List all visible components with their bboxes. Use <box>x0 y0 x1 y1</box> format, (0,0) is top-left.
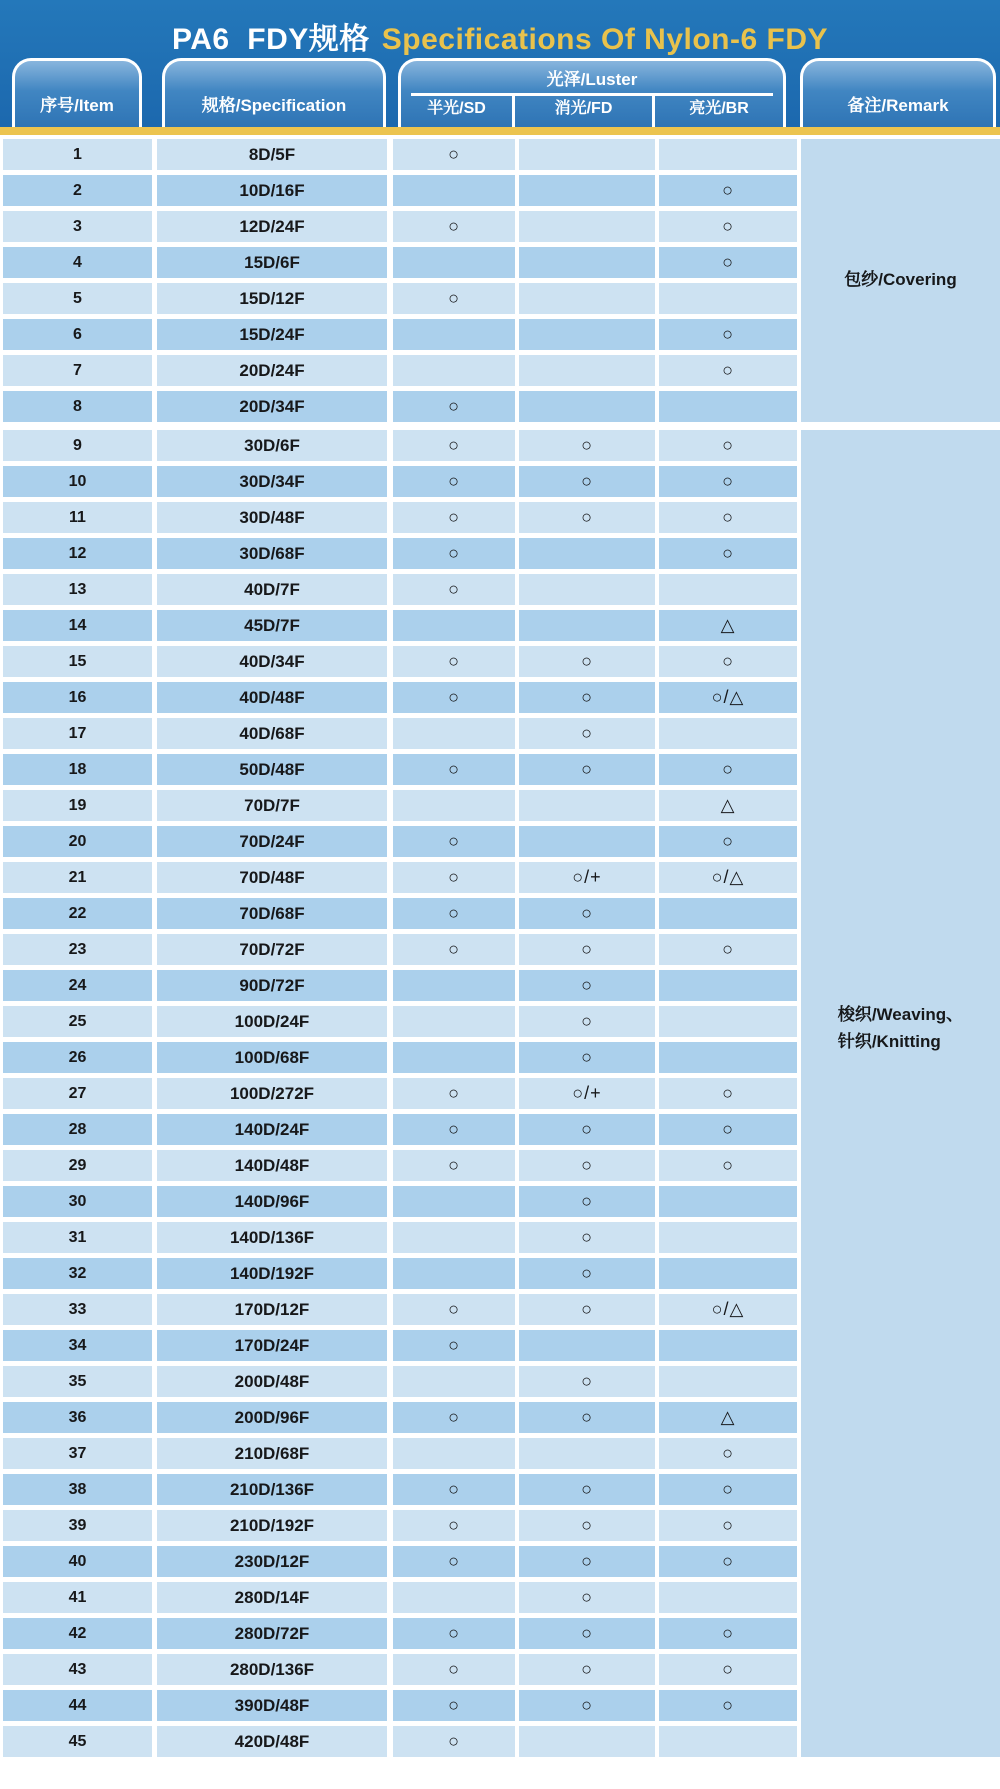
spec-cell: 15D/12F <box>157 283 387 314</box>
fd-cell: ○ <box>519 1474 655 1505</box>
br-cell: ○ <box>659 754 797 785</box>
item-cell: 44 <box>3 1690 152 1721</box>
fd-cell <box>519 538 655 569</box>
sd-cell: ○ <box>393 391 515 422</box>
sd-cell: ○ <box>393 1510 515 1541</box>
fd-cell <box>519 826 655 857</box>
spec-cell: 40D/34F <box>157 646 387 677</box>
br-cell: ○ <box>659 175 797 206</box>
sd-cell <box>393 355 515 386</box>
br-cell: ○ <box>659 1438 797 1469</box>
sd-cell: ○ <box>393 1474 515 1505</box>
sd-cell: ○ <box>393 283 515 314</box>
remark-covering <box>801 139 1000 422</box>
sd-cell <box>393 1366 515 1397</box>
item-cell: 18 <box>3 754 152 785</box>
br-cell: ○ <box>659 1114 797 1145</box>
fd-cell: ○/+ <box>519 862 655 893</box>
item-cell: 45 <box>3 1726 152 1757</box>
sd-cell <box>393 1006 515 1037</box>
fd-cell <box>519 391 655 422</box>
item-cell: 14 <box>3 610 152 641</box>
item-cell: 39 <box>3 1510 152 1541</box>
br-cell <box>659 1186 797 1217</box>
br-cell: △ <box>659 790 797 821</box>
item-cell: 38 <box>3 1474 152 1505</box>
item-cell: 34 <box>3 1330 152 1361</box>
spec-cell: 140D/48F <box>157 1150 387 1181</box>
sd-cell: ○ <box>393 574 515 605</box>
spec-cell: 100D/272F <box>157 1078 387 1109</box>
item-cell: 3 <box>3 211 152 242</box>
fd-cell: ○ <box>519 466 655 497</box>
fd-cell <box>519 247 655 278</box>
fd-cell <box>519 1438 655 1469</box>
br-cell: ○ <box>659 355 797 386</box>
column-header-luster-group <box>398 58 786 127</box>
fd-cell: ○ <box>519 1006 655 1037</box>
item-cell: 30 <box>3 1186 152 1217</box>
br-cell: ○ <box>659 211 797 242</box>
br-cell: ○/△ <box>659 862 797 893</box>
br-cell <box>659 1330 797 1361</box>
item-cell: 36 <box>3 1402 152 1433</box>
item-cell: 17 <box>3 718 152 749</box>
item-cell: 5 <box>3 283 152 314</box>
spec-cell: 170D/24F <box>157 1330 387 1361</box>
item-cell: 40 <box>3 1546 152 1577</box>
item-cell: 12 <box>3 538 152 569</box>
gold-accent-bar <box>0 127 1000 135</box>
item-cell: 41 <box>3 1582 152 1613</box>
spec-cell: 70D/72F <box>157 934 387 965</box>
spec-cell: 45D/7F <box>157 610 387 641</box>
column-header-fd: 消光/FD <box>512 96 652 127</box>
table-group-weaving-knitting <box>0 430 1000 1757</box>
fd-cell: ○ <box>519 646 655 677</box>
column-header-luster-label: 光泽/Luster <box>546 70 638 89</box>
br-cell <box>659 1006 797 1037</box>
spec-cell: 200D/96F <box>157 1402 387 1433</box>
sd-cell: ○ <box>393 1402 515 1433</box>
spec-cell: 230D/12F <box>157 1546 387 1577</box>
sd-cell: ○ <box>393 466 515 497</box>
spec-cell: 140D/24F <box>157 1114 387 1145</box>
spec-cell: 210D/192F <box>157 1510 387 1541</box>
column-header-remark-label: 备注/Remark <box>847 96 949 115</box>
fd-cell: ○ <box>519 1042 655 1073</box>
br-cell <box>659 391 797 422</box>
sd-cell: ○ <box>393 682 515 713</box>
spec-cell: 20D/24F <box>157 355 387 386</box>
br-cell: ○ <box>659 934 797 965</box>
spec-cell: 100D/68F <box>157 1042 387 1073</box>
br-cell: ○ <box>659 646 797 677</box>
table-group-covering <box>0 139 1000 422</box>
br-cell <box>659 139 797 170</box>
br-cell: ○ <box>659 1150 797 1181</box>
sd-cell: ○ <box>393 139 515 170</box>
fd-cell: ○ <box>519 1150 655 1181</box>
item-cell: 21 <box>3 862 152 893</box>
fd-cell <box>519 1726 655 1757</box>
spec-cell: 30D/48F <box>157 502 387 533</box>
item-cell: 43 <box>3 1654 152 1685</box>
spec-cell: 280D/14F <box>157 1582 387 1613</box>
remark-covering-text: 包纱/Covering <box>844 270 957 290</box>
sd-cell <box>393 970 515 1001</box>
page-title-en: Specifications Of Nylon-6 FDY <box>381 23 829 56</box>
br-cell: ○ <box>659 1510 797 1541</box>
spec-cell: 90D/72F <box>157 970 387 1001</box>
fd-cell: ○ <box>519 1294 655 1325</box>
remark-knitting-line: 针织/Knitting <box>837 1031 941 1051</box>
fd-cell: ○ <box>519 1546 655 1577</box>
sd-cell <box>393 1186 515 1217</box>
fd-cell <box>519 1330 655 1361</box>
fd-cell <box>519 139 655 170</box>
spec-cell: 70D/68F <box>157 898 387 929</box>
spec-cell: 280D/72F <box>157 1618 387 1649</box>
spec-cell: 140D/192F <box>157 1258 387 1289</box>
item-cell: 11 <box>3 502 152 533</box>
br-cell: ○ <box>659 1690 797 1721</box>
item-cell: 8 <box>3 391 152 422</box>
sd-cell <box>393 175 515 206</box>
item-cell: 37 <box>3 1438 152 1469</box>
sd-cell: ○ <box>393 862 515 893</box>
fd-cell <box>519 790 655 821</box>
sd-cell: ○ <box>393 538 515 569</box>
item-cell: 24 <box>3 970 152 1001</box>
item-cell: 15 <box>3 646 152 677</box>
br-cell: ○ <box>659 538 797 569</box>
spec-cell: 70D/24F <box>157 826 387 857</box>
item-cell: 20 <box>3 826 152 857</box>
fd-cell: ○ <box>519 970 655 1001</box>
sd-cell <box>393 1258 515 1289</box>
fd-cell <box>519 574 655 605</box>
item-cell: 35 <box>3 1366 152 1397</box>
item-cell: 42 <box>3 1618 152 1649</box>
sd-cell: ○ <box>393 1690 515 1721</box>
spec-cell: 390D/48F <box>157 1690 387 1721</box>
spec-cell: 30D/68F <box>157 538 387 569</box>
item-cell: 29 <box>3 1150 152 1181</box>
fd-cell: ○ <box>519 718 655 749</box>
spec-cell: 12D/24F <box>157 211 387 242</box>
fd-cell <box>519 355 655 386</box>
br-cell: △ <box>659 1402 797 1433</box>
sd-cell <box>393 718 515 749</box>
br-cell: ○ <box>659 1618 797 1649</box>
sd-cell: ○ <box>393 1546 515 1577</box>
item-cell: 32 <box>3 1258 152 1289</box>
spec-cell: 280D/136F <box>157 1654 387 1685</box>
fd-cell: ○ <box>519 430 655 461</box>
spec-cell: 15D/6F <box>157 247 387 278</box>
sd-cell <box>393 319 515 350</box>
sd-cell: ○ <box>393 211 515 242</box>
column-header-sd: 半光/SD <box>427 100 486 117</box>
sd-cell: ○ <box>393 502 515 533</box>
sd-cell: ○ <box>393 898 515 929</box>
fd-cell: ○ <box>519 1618 655 1649</box>
sd-cell: ○ <box>393 430 515 461</box>
item-cell: 27 <box>3 1078 152 1109</box>
sd-cell: ○ <box>393 1654 515 1685</box>
sd-cell: ○ <box>393 1150 515 1181</box>
br-cell <box>659 970 797 1001</box>
fd-cell: ○ <box>519 1222 655 1253</box>
sd-cell: ○ <box>393 1330 515 1361</box>
fd-cell <box>519 319 655 350</box>
sd-cell: ○ <box>393 1114 515 1145</box>
spec-cell: 200D/48F <box>157 1366 387 1397</box>
item-cell: 23 <box>3 934 152 965</box>
sd-cell <box>393 790 515 821</box>
br-cell <box>659 1258 797 1289</box>
sd-cell <box>393 1042 515 1073</box>
item-cell: 31 <box>3 1222 152 1253</box>
item-cell: 28 <box>3 1114 152 1145</box>
sd-cell: ○ <box>393 934 515 965</box>
item-cell: 16 <box>3 682 152 713</box>
item-cell: 2 <box>3 175 152 206</box>
remark-weaving-line: 梭织/Weaving、 <box>837 1005 964 1025</box>
spec-cell: 210D/136F <box>157 1474 387 1505</box>
br-cell <box>659 1042 797 1073</box>
br-cell: ○ <box>659 502 797 533</box>
sd-cell <box>393 1222 515 1253</box>
br-cell <box>659 1726 797 1757</box>
spec-cell: 20D/34F <box>157 391 387 422</box>
br-cell: ○ <box>659 319 797 350</box>
fd-cell: ○ <box>519 1690 655 1721</box>
br-cell <box>659 898 797 929</box>
fd-cell <box>519 211 655 242</box>
item-cell: 26 <box>3 1042 152 1073</box>
br-cell: △ <box>659 610 797 641</box>
br-cell: ○/△ <box>659 1294 797 1325</box>
fd-cell <box>519 283 655 314</box>
item-cell: 19 <box>3 790 152 821</box>
fd-cell: ○ <box>519 898 655 929</box>
br-cell <box>659 718 797 749</box>
br-cell <box>659 1366 797 1397</box>
item-cell: 7 <box>3 355 152 386</box>
sd-cell: ○ <box>393 1294 515 1325</box>
item-cell: 10 <box>3 466 152 497</box>
br-cell <box>659 574 797 605</box>
spec-cell: 8D/5F <box>157 139 387 170</box>
spec-cell: 210D/68F <box>157 1438 387 1469</box>
column-header-item <box>12 58 142 127</box>
fd-cell: ○ <box>519 682 655 713</box>
spec-cell: 40D/68F <box>157 718 387 749</box>
item-cell: 33 <box>3 1294 152 1325</box>
header-band <box>0 0 1000 127</box>
sd-cell <box>393 247 515 278</box>
br-cell: ○ <box>659 466 797 497</box>
br-cell: ○ <box>659 1474 797 1505</box>
fd-cell: ○/+ <box>519 1078 655 1109</box>
sd-cell: ○ <box>393 1078 515 1109</box>
spec-cell: 40D/7F <box>157 574 387 605</box>
luster-subcolumns <box>401 96 783 127</box>
spec-cell: 70D/48F <box>157 862 387 893</box>
item-cell: 13 <box>3 574 152 605</box>
fd-cell: ○ <box>519 1654 655 1685</box>
page-title <box>0 14 1000 58</box>
column-header-specification <box>162 58 386 127</box>
fd-cell: ○ <box>519 1186 655 1217</box>
spec-table <box>0 139 1000 1757</box>
item-cell: 25 <box>3 1006 152 1037</box>
fd-cell: ○ <box>519 934 655 965</box>
fd-cell: ○ <box>519 754 655 785</box>
br-cell <box>659 1222 797 1253</box>
spec-cell: 170D/12F <box>157 1294 387 1325</box>
br-cell: ○ <box>659 1546 797 1577</box>
column-header-br: 亮光/BR <box>652 96 783 127</box>
spec-cell: 30D/34F <box>157 466 387 497</box>
item-cell: 6 <box>3 319 152 350</box>
remark-weaving-knitting <box>801 430 1000 1757</box>
spec-cell: 30D/6F <box>157 430 387 461</box>
spec-cell: 15D/24F <box>157 319 387 350</box>
fd-cell: ○ <box>519 1582 655 1613</box>
page-title-cn: PA6 FDY规格 <box>171 23 370 56</box>
sd-cell <box>393 610 515 641</box>
spec-cell: 70D/7F <box>157 790 387 821</box>
br-cell <box>659 1582 797 1613</box>
sd-cell <box>393 1438 515 1469</box>
sd-cell: ○ <box>393 1618 515 1649</box>
column-header-item-label: 序号/Item <box>40 96 114 115</box>
sd-cell <box>393 1582 515 1613</box>
spec-cell: 50D/48F <box>157 754 387 785</box>
br-cell: ○ <box>659 1078 797 1109</box>
sd-cell: ○ <box>393 826 515 857</box>
spec-cell: 40D/48F <box>157 682 387 713</box>
sd-cell: ○ <box>393 754 515 785</box>
fd-cell: ○ <box>519 1114 655 1145</box>
item-cell: 4 <box>3 247 152 278</box>
item-cell: 9 <box>3 430 152 461</box>
br-cell: ○ <box>659 1654 797 1685</box>
br-cell: ○ <box>659 430 797 461</box>
spec-cell: 420D/48F <box>157 1726 387 1757</box>
br-cell <box>659 283 797 314</box>
fd-cell <box>519 175 655 206</box>
fd-cell: ○ <box>519 1510 655 1541</box>
br-cell: ○/△ <box>659 682 797 713</box>
br-cell: ○ <box>659 247 797 278</box>
spec-cell: 140D/96F <box>157 1186 387 1217</box>
spec-cell: 140D/136F <box>157 1222 387 1253</box>
spec-cell: 100D/24F <box>157 1006 387 1037</box>
item-cell: 22 <box>3 898 152 929</box>
item-cell: 1 <box>3 139 152 170</box>
br-cell: ○ <box>659 826 797 857</box>
spec-cell: 10D/16F <box>157 175 387 206</box>
sd-cell: ○ <box>393 1726 515 1757</box>
fd-cell: ○ <box>519 1402 655 1433</box>
fd-cell: ○ <box>519 502 655 533</box>
column-header-remark <box>800 58 996 127</box>
fd-cell: ○ <box>519 1366 655 1397</box>
fd-cell: ○ <box>519 1258 655 1289</box>
fd-cell <box>519 610 655 641</box>
column-header-specification-label: 规格/Specification <box>201 96 347 115</box>
sd-cell: ○ <box>393 646 515 677</box>
